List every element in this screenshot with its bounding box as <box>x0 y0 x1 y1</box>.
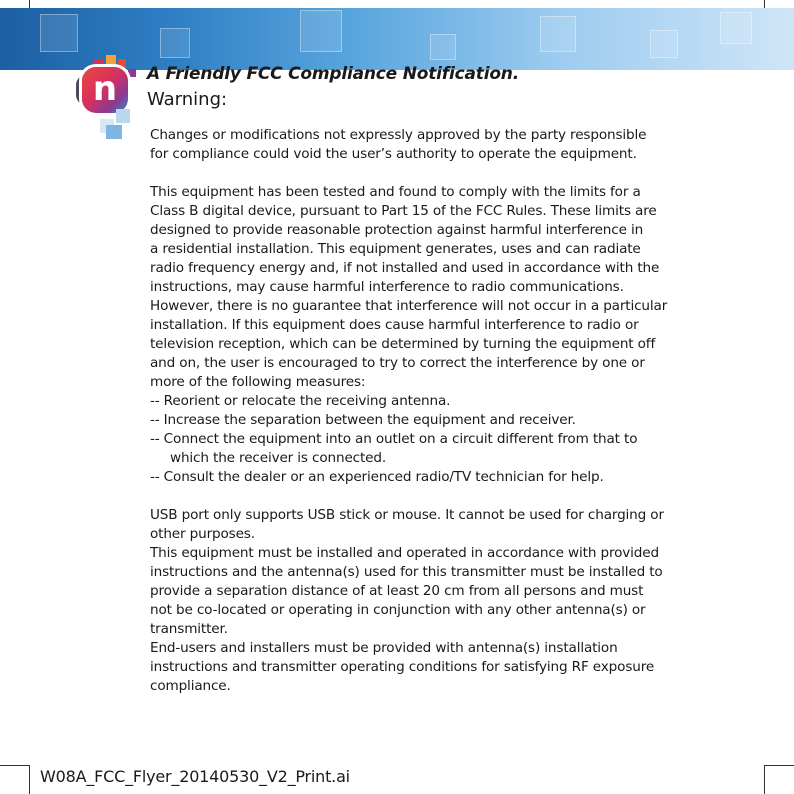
crop-mark-bottom-right-v <box>764 766 765 794</box>
body-line: not be co-located or operating in conjunction with any other antenna(s) or <box>150 602 646 618</box>
body-line: instructions and transmitter operating conditions for satisfying RF exposure <box>150 659 655 675</box>
body-line: End-users and installers must be provided with antenna(s) installation <box>150 640 618 656</box>
body-line: This equipment has been tested and found to comply with the limits for a <box>150 184 641 200</box>
crop-mark-bottom-left-h <box>0 765 30 766</box>
body-line: radio frequency energy and, if not installed and used in accordance with the <box>150 260 660 276</box>
body-line: a residential installation. This equipment generates, uses and can radiate <box>150 241 641 257</box>
body-line: installation. If this equipment does cause harmful interference to radio or <box>150 317 639 333</box>
body-line: instructions, may cause harmful interference to radio communications. <box>150 279 624 295</box>
body-line: instructions and the antenna(s) used for this transmitter must be installed to <box>150 564 663 580</box>
body-line: compliance. <box>150 678 231 694</box>
file-name-label: W08A_FCC_Flyer_20140530_V2_Print.ai <box>40 767 350 786</box>
body-line: Changes or modifications not expressly approved by the party responsible <box>150 127 647 143</box>
body-line: This equipment must be installed and operated in accordance with provided <box>150 545 659 561</box>
body-line: Class B digital device, pursuant to Part 15 of the FCC Rules. These limits are <box>150 203 657 219</box>
banner-tile <box>160 28 190 58</box>
logo-pixel <box>106 125 122 139</box>
crop-mark-bottom-left-v <box>29 766 30 794</box>
banner-tile <box>720 12 752 44</box>
measure-item: -- Consult the dealer or an experienced radio/TV technician for help. <box>150 469 604 485</box>
banner-tile <box>650 30 678 58</box>
banner-tile <box>540 16 576 52</box>
measure-item: -- Reorient or relocate the receiving antenna. <box>150 393 451 409</box>
body-line: and on, the user is encouraged to try to correct the interference by one or <box>150 355 645 371</box>
body-line: provide a separation distance of at least 20 cm from all persons and must <box>150 583 644 599</box>
banner-tile <box>430 34 456 60</box>
page-title: A Friendly FCC Compliance Notification. <box>147 64 519 84</box>
banner-tile <box>40 14 78 52</box>
body-line: other purposes. <box>150 526 255 542</box>
body-line: USB port only supports USB stick or mouse. It cannot be used for charging or <box>150 507 664 523</box>
logo-pixel <box>116 109 130 123</box>
crop-mark-bottom-right-h <box>764 765 794 766</box>
body-line: However, there is no guarantee that interference will not occur in a particular <box>150 298 668 314</box>
body-line: for compliance could void the user’s authority to operate the equipment. <box>150 146 637 162</box>
measure-item-continued: which the receiver is connected. <box>170 450 387 466</box>
brand-logo <box>76 55 140 139</box>
measure-item: -- Connect the equipment into an outlet on a circuit different from that to <box>150 431 638 447</box>
body-line: transmitter. <box>150 621 228 637</box>
logo-letter-n: n <box>82 67 128 113</box>
warning-heading: Warning: <box>147 89 228 110</box>
body-line: designed to provide reasonable protection against harmful interference in <box>150 222 644 238</box>
notice-body <box>150 126 750 696</box>
measure-item: -- Increase the separation between the equipment and receiver. <box>150 412 576 428</box>
logo-pixel <box>118 59 126 67</box>
body-line: more of the following measures: <box>150 374 366 390</box>
logo-pixel <box>106 55 116 65</box>
banner-tile <box>300 10 342 52</box>
body-line: television reception, which can be determined by turning the equipment off <box>150 336 656 352</box>
logo-pixel <box>128 69 136 77</box>
